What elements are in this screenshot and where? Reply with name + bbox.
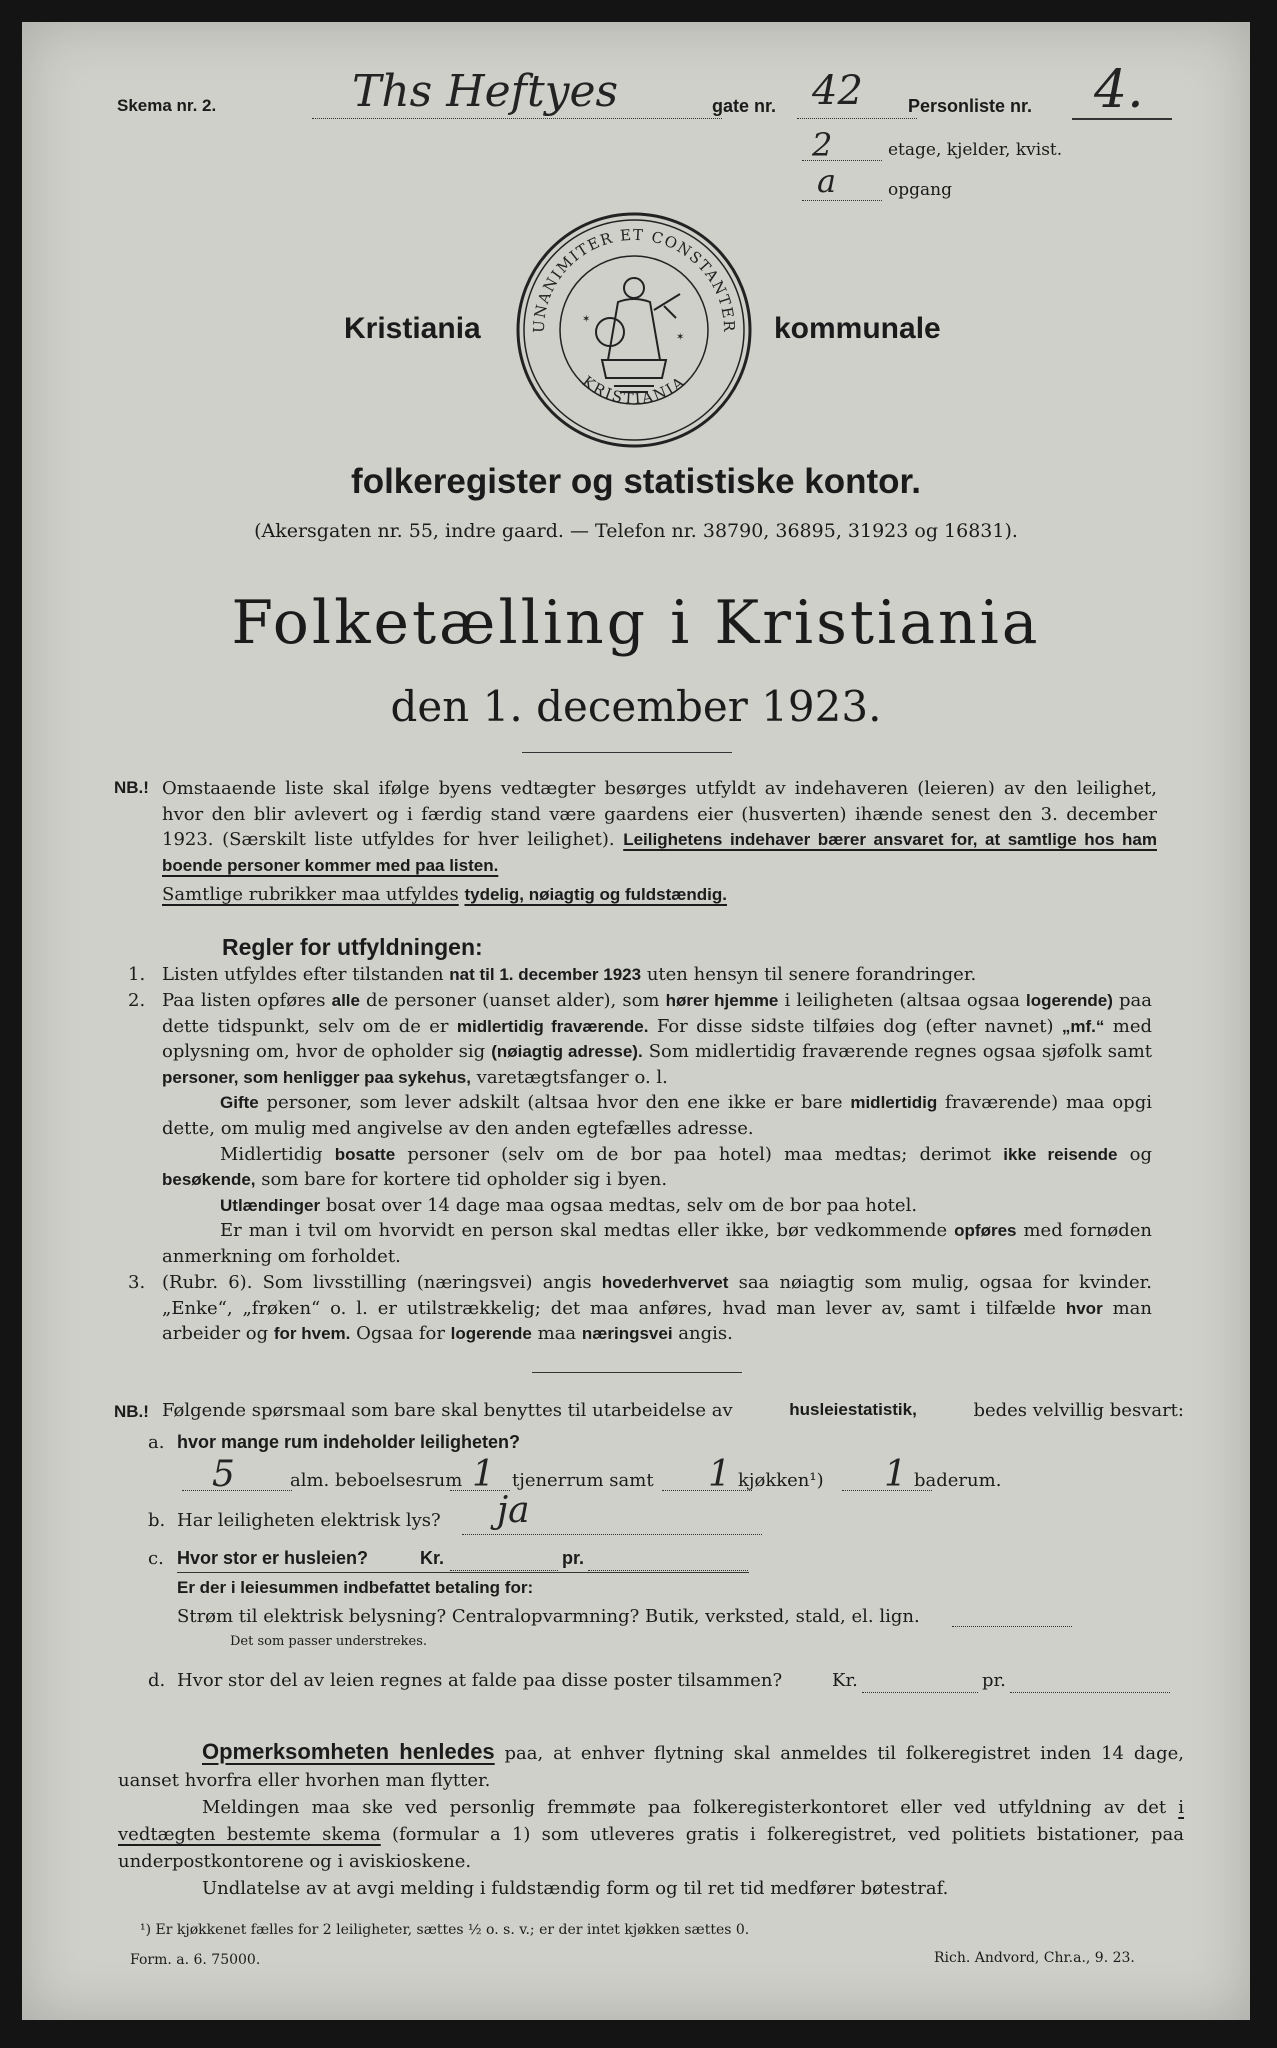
rule-text-segment: man arbeider og [162,1297,1152,1345]
notice-heading: Opmerksomheten henledes [202,1739,495,1764]
question-c-label: c. [148,1548,164,1569]
svg-text:✶: ✶ [676,332,685,343]
skema-number: Skema nr. 2. [117,96,217,115]
nb2-intro-end: bedes velvillig besvart: [973,1400,1184,1421]
kitchen-label: kjøkken¹) [738,1470,824,1491]
notice-block [118,1738,1184,1902]
nb1-line2-bold: tydelig, nøiagtig og fuldstændig. [464,885,727,905]
personliste-number-handwritten: 4. [1094,60,1144,120]
rent-pr-label: pr. [562,1548,585,1568]
census-title: Folketælling i Kristiania [231,588,1041,658]
rule-3-number: 3. [128,1272,146,1293]
rule-text-segment: maa [531,1323,582,1345]
rent-pr-rule [588,1570,748,1571]
rule-text-segment: besøkende, [162,1170,256,1190]
nb1-label: NB.! [114,778,149,797]
personliste-rule [1072,118,1172,120]
bath-count-handwritten: 1 [884,1454,907,1495]
kitchen-count-handwritten: 1 [708,1454,731,1495]
rule-text-segment: midlertidig [850,1093,938,1113]
rule-text-segment: bosatte [334,1144,396,1164]
electric-light-answer-handwritten: ja [497,1490,530,1531]
rent-kr-rule [450,1570,558,1571]
notice-p2a: Meldingen maa ske ved personlig fremmøte paa folkeregisterkontoret eller ved utfyldning av det [202,1797,1167,1818]
seal-bottom-text: KRISTIANIA [578,372,690,408]
notice-p3: Undlatelse av at avgi melding i fuldstændig form og til ret tid medfører bøtestraf. [202,1878,949,1899]
rule-text-segment: (Rubr. 6). Som livsstilling (næringsvei) angis [162,1272,602,1293]
rule-text-segment: paa dette tidspunkt, selv om de er [162,990,1152,1037]
rule-text-segment: Er man i tvil om hvorvidt en person skal medtas eller ikke, bør vedkommende [220,1220,955,1242]
d-pr-rule [1010,1692,1170,1693]
d-kr-rule [862,1692,978,1693]
rule-text-segment: nat til 1. december 1923 [449,965,642,984]
notice-p1: paa, at enhver flytning skal anmeldes til folkeregistret inden 14 dage, uanset hvorfra eller hvorhen man flytter. [118,1743,1184,1791]
etage-label: etage, kjelder, kvist. [888,140,1063,160]
form-number: Form. a. 6. 75000. [130,1952,261,1968]
rule-text-segment: Ogsaa for [350,1323,451,1345]
rule-text-segment: Gifte [220,1093,259,1113]
rule-text-segment: logerende) [1026,991,1113,1010]
question-b-label: b. [148,1510,166,1531]
opgang-label: opgang [888,180,952,200]
question-c-items: Strøm til elektrisk belysning? Centralopvarmning? Butik, verksted, stald, el. lign. [177,1606,920,1627]
rule-2-number: 2. [128,990,146,1011]
rule-text-segment: Midlertidig [220,1143,335,1165]
question-c-note: Det som passer understrekes. [230,1634,428,1649]
rule-text-segment: fraværende) maa opgi dette, om mulig med angivelse av den anden egtefælles adresse. [162,1092,1152,1139]
rule-text-segment: med oplysning om, hvor de opholder sig [162,1015,1152,1063]
nb1-bold: Leilighetens indehaver bærer ansvaret for, at samtlige hos ham boende personer kommer med paa listen. [162,830,1157,875]
rule-text-segment: logerende [450,1324,532,1344]
street-rule [312,118,722,119]
rule-text-segment: (nøiagtig adresse). [491,1042,643,1062]
census-date: den 1. december 1923. [390,682,882,731]
rule-text-segment: Paa listen opføres [162,990,332,1011]
nb2-intro [162,1400,1184,1421]
bath-label: baderum. [914,1470,1002,1491]
office-address: (Akersgaten nr. 55, indre gaard. — Telefon nr. 38790, 36895, 31923 og 16831). [254,520,1018,542]
rules-heading: Regler for utfyldningen: [222,934,483,960]
rent-kr-label: Kr. [420,1548,445,1568]
rule-text-segment: hvor [1065,1298,1103,1318]
servant-rooms-handwritten: 1 [472,1454,495,1495]
printer-imprint: Rich. Andvord, Chr.a., 9. 23. [934,1950,1135,1966]
rule-text-segment: hovederhvervet [601,1273,729,1292]
rooms-count-handwritten: 5 [212,1454,235,1495]
rule-text-segment: i leiligheten (altsaa ogsaa [778,990,1027,1011]
question-c-sub: Er der i leiesummen indbefattet betaling for: [177,1578,534,1597]
nb1-text: Omstaaende liste skal ifølge byens vedtægter besørges utfyldt av indehaveren (leieren) av den leilighet, hvor den blir avlevert og i færdig stand være gaardens eier (husverten) ihænde senest den 3. december 1923. (Særskilt liste utfyldes for hver leilighet). [162,778,1157,851]
rule-text-segment: „mf.“ [1061,1016,1105,1036]
rule-text-segment: hører hjemme [665,991,779,1010]
rule-text-segment: ikke reisende [1003,1144,1118,1164]
rule-text-segment: som bare for kortere tid opholder sig i byen. [255,1169,668,1191]
rule-text-segment: opføres [954,1221,1017,1241]
etage-rule [802,160,882,161]
title-divider [522,752,732,753]
rule-text-segment: med fornøden anmerkning om forholdet. [162,1220,1152,1267]
d-pr-label: pr. [982,1670,1006,1691]
census-form-page [22,22,1250,2020]
rule-text-segment: næringsvei [581,1324,673,1344]
question-c-text: Hvor stor er husleien? [177,1548,369,1568]
rule-3-text [162,1270,1152,1347]
rule-text-segment: personer, som lever adskilt (altsaa hvor den ene ikke er bare [258,1092,851,1114]
c-items-rule [952,1626,1072,1627]
personliste-label: Personliste nr. [908,96,1033,116]
rule-text-segment: Utlændinger [220,1195,321,1215]
c-underline [177,1572,749,1573]
rule-text-segment: uten hensyn til senere forandringer. [641,964,977,985]
rule-1-number: 1. [128,964,146,985]
notice-p2b: (formular a 1) som utleveres gratis i folkeregistret, ved politiets bistationer, paa underpostkontorene og i aviskioskene. [118,1824,1184,1872]
nb2-intro-plain: Følgende spørsmaal som bare skal benyttes til utarbeidelse av [162,1400,733,1421]
gate-label: gate nr. [712,96,777,116]
b-answer-rule [462,1534,762,1535]
svg-text:✶: ✶ [582,314,591,325]
rule-text-segment: Listen utfyldes efter tilstanden [162,964,450,985]
rule-1-text [162,962,1152,988]
nb1-line2-plain: Samtlige rubrikker maa utfyldes [162,884,459,906]
nb2-intro-bold: husleiestatistik, [789,1400,917,1419]
rule-text-segment: de personer (uanset alder), som [359,990,666,1011]
d-kr-label: Kr. [832,1670,858,1691]
question-b-text: Har leiligheten elektrisk lys? [177,1510,441,1531]
gate-number-handwritten: 42 [812,68,863,114]
rule-text-segment: angis. [672,1323,733,1345]
rule-text-segment: bosat over 14 dage maa ogsaa medtas, selv om de bor paa hotel. [320,1194,918,1216]
question-a-label: a. [148,1432,165,1453]
rule-text-segment: midlertidig fraværende. [456,1016,649,1036]
servant-rooms-label: tjenerrum samt [512,1470,654,1491]
question-a-text: hvor mange rum indeholder leiligheten? [177,1432,521,1452]
office-kommunale: kommunale [774,312,941,345]
rooms-label: alm. beboelsesrum [290,1470,463,1491]
gate-rule [797,118,917,119]
nb2-label: NB.! [114,1402,149,1421]
office-kristiania: Kristiania [344,312,481,345]
etage-value-handwritten: 2 [812,126,833,164]
rule-2-text [162,988,1152,1270]
rule-text-segment: For disse sidste tilføies dog (efter navnet) [648,1015,1062,1037]
kristiania-seal-icon [514,210,754,450]
rule-text-segment: alle [331,991,360,1010]
footnote: ¹) Er kjøkkenet fælles for 2 leiligheter, sættes ½ o. s. v.; er der intet kjøkken sættes 0. [140,1922,750,1938]
rooms-rule [182,1490,292,1491]
notice-p2-underlined: i vedtægten bestemte skema [118,1797,1184,1845]
question-d-text: Hvor stor del av leien regnes at falde paa disse poster tilsammen? [177,1670,783,1691]
rule-text-segment: og [1117,1143,1152,1165]
opgang-value-handwritten: a [817,162,837,200]
question-d-label: d. [148,1670,166,1691]
street-name-handwritten: Ths Heftyes [352,66,619,117]
rule-text-segment: for hvem. [273,1324,351,1344]
nb1-paragraph [162,776,1157,908]
rule-text-segment: personer (selv om de bor paa hotel) maa medtas; derimot [395,1143,1004,1165]
opgang-rule [802,200,882,201]
rule-text-segment: saa nøiagtig som mulig, ogsaa for kvinder. „Enke“, „frøken“ o. l. er utilstrækkelig; det maa anføres, hvad man lever av, samt i tilfælde [162,1272,1152,1319]
rule-text-segment: varetægtsfanger o. l. [470,1066,668,1088]
seal-top-text: UNANIMITER ET CONSTANTER [529,225,739,334]
rule-text-segment: personer, som henligger paa sykehus, [162,1067,471,1087]
rules-divider [532,1372,742,1373]
office-title: folkeregister og statistiske kontor. [351,462,921,501]
rule-text-segment: Som midlertidig fraværende regnes ogsaa sjøfolk samt [642,1041,1152,1063]
